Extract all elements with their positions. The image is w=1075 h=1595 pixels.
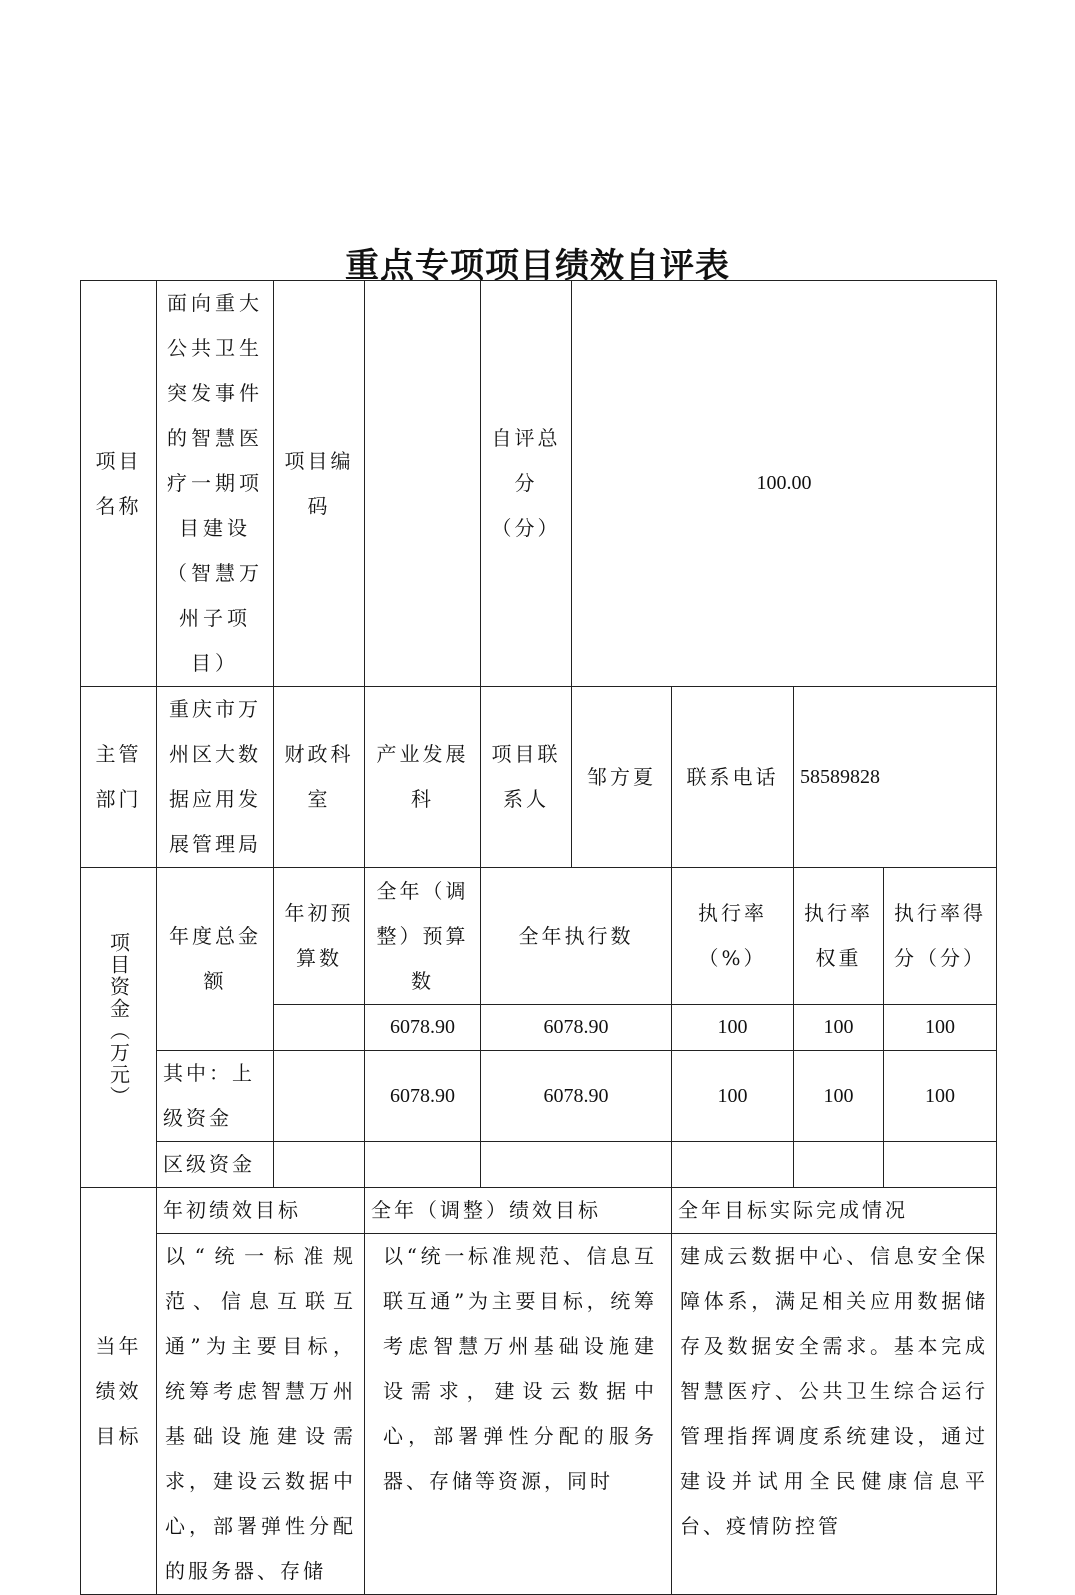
district-score [884, 1142, 997, 1188]
performance-table [80, 280, 997, 1595]
header-score: 执行率得分（分） [884, 868, 997, 1005]
header-total: 年度总金额 [157, 868, 274, 1051]
finance-value: 产业发展科 [365, 687, 481, 868]
funds-section-text: 项目资金（万元） [106, 931, 131, 1108]
header-adjusted-budget: 全年（调整）预算数 [365, 868, 481, 1005]
dept-value: 重庆市万州区大数据应用发展管理局 [157, 687, 274, 868]
project-name-label: 项目名称 [81, 281, 157, 687]
goals-section-label: 当年绩效目标 [81, 1188, 157, 1595]
superior-adjusted: 6078.90 [365, 1051, 481, 1142]
district-executed [481, 1142, 672, 1188]
dept-label: 主管部门 [81, 687, 157, 868]
phone-value: 58589828 [794, 687, 997, 868]
self-score-value: 100.00 [572, 281, 997, 687]
contact-label: 项目联系人 [481, 687, 572, 868]
superior-initial [274, 1051, 365, 1142]
district-initial [274, 1142, 365, 1188]
funds-section-label [81, 868, 157, 1188]
total-rate: 100 [672, 1005, 794, 1051]
goals-adjusted-text: 以“统一标准规范、信息互联互通”为主要目标，统筹考虑智慧万州基础设施建设需求，建设云数据中心，部署弹性分配的服务器、存储等资源，同时 [365, 1234, 672, 1595]
header-executed: 全年执行数 [481, 868, 672, 1005]
header-weight: 执行率权重 [794, 868, 884, 1005]
total-score: 100 [884, 1005, 997, 1051]
superior-label: 其中：上级资金 [157, 1051, 274, 1142]
total-weight: 100 [794, 1005, 884, 1051]
project-code-label: 项目编码 [274, 281, 365, 687]
project-code-value [365, 281, 481, 687]
superior-weight: 100 [794, 1051, 884, 1142]
total-initial [274, 1005, 365, 1051]
district-adjusted [365, 1142, 481, 1188]
superior-score: 100 [884, 1051, 997, 1142]
total-adjusted: 6078.90 [365, 1005, 481, 1051]
phone-label: 联系电话 [672, 687, 794, 868]
self-score-label: 自评总分（分） [481, 281, 572, 687]
superior-executed: 6078.90 [481, 1051, 672, 1142]
goals-initial-header: 年初绩效目标 [157, 1188, 365, 1234]
goals-actual-header: 全年目标实际完成情况 [672, 1188, 997, 1234]
finance-label: 财政科室 [274, 687, 365, 868]
total-executed: 6078.90 [481, 1005, 672, 1051]
header-rate: 执行率（%） [672, 868, 794, 1005]
project-name-value: 面向重大公共卫生突发事件的智慧医疗一期项目建设（智慧万州子项目） [157, 281, 274, 687]
header-initial-budget: 年初预算数 [274, 868, 365, 1005]
district-rate [672, 1142, 794, 1188]
contact-value: 邹方夏 [572, 687, 672, 868]
superior-rate: 100 [672, 1051, 794, 1142]
district-weight [794, 1142, 884, 1188]
goals-actual-text: 建成云数据中心、信息安全保障体系，满足相关应用数据储存及数据安全需求。基本完成智慧医疗、公共卫生综合运行管理指挥调度系统建设，通过建设并试用全民健康信息平台、疫情防控管 [672, 1234, 997, 1595]
goals-adjusted-header: 全年（调整）绩效目标 [365, 1188, 672, 1234]
page-title: 重点专项项目绩效自评表 [345, 246, 730, 286]
goals-initial-text: 以“统一标准规范、信息互联互通”为主要目标，统筹考虑智慧万州基础设施建设需求，建设云数据中心，部署弹性分配的服务器、存储 [157, 1234, 365, 1595]
district-label: 区级资金 [157, 1142, 274, 1188]
